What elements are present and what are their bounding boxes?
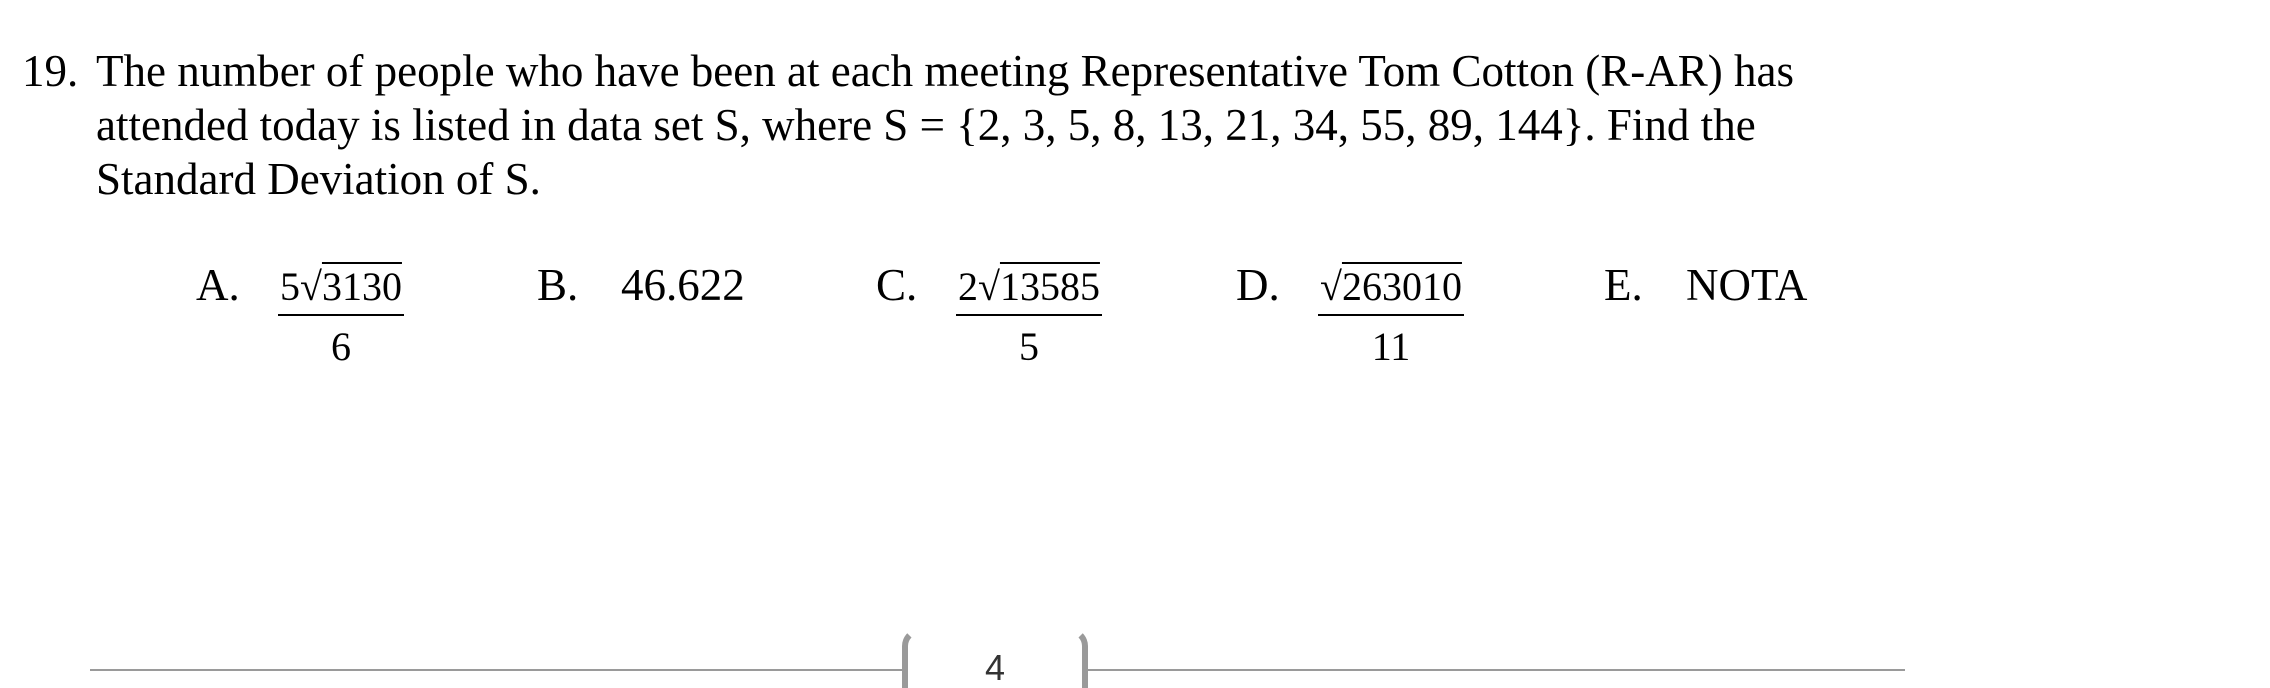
choice-e-letter: E. xyxy=(1604,260,1643,310)
choice-c-coefficient: 2 xyxy=(958,264,978,309)
choice-a-coefficient: 5 xyxy=(280,264,300,309)
choice-c-radicand: 13585 xyxy=(999,264,1100,309)
question-number: 19. xyxy=(22,46,79,96)
choice-c-letter: C. xyxy=(876,260,918,310)
question-text-line-3: Standard Deviation of S. xyxy=(96,154,541,204)
choice-d-denominator: 11 xyxy=(1371,324,1411,369)
choice-b-letter: B. xyxy=(537,260,579,310)
footer-divider-left xyxy=(90,669,905,671)
choice-e-value: NOTA xyxy=(1686,260,1808,310)
choice-d-letter: D. xyxy=(1236,260,1280,310)
square-root-icon: √ xyxy=(1320,264,1342,309)
choice-d-numerator xyxy=(1318,264,1464,316)
choice-a-radicand: 3130 xyxy=(321,264,402,309)
choice-d-radicand: 263010 xyxy=(1341,264,1462,309)
choice-a-fraction xyxy=(278,264,404,372)
question-text-line-2: attended today is listed in data set S, where S = {2, 3, 5, 8, 13, 21, 34, 55, 89, 144}. Find the xyxy=(96,100,1756,150)
question-text xyxy=(96,44,1986,206)
choice-c-denominator: 5 xyxy=(1018,324,1039,369)
choice-a-letter: A. xyxy=(196,260,240,310)
choice-a-denominator: 6 xyxy=(330,324,351,369)
choice-c-fraction xyxy=(956,264,1102,372)
choice-b-value: 46.622 xyxy=(621,260,745,310)
square-root-icon: √ xyxy=(978,264,1000,309)
page-number: 4 xyxy=(984,647,1006,688)
question-text-line-1: The number of people who have been at each meeting Representative Tom Cotton (R-AR) has xyxy=(96,46,1795,96)
choice-a-numerator xyxy=(278,264,404,316)
choice-d-fraction xyxy=(1318,264,1464,372)
square-root-icon: √ xyxy=(300,264,322,309)
choice-c-numerator xyxy=(956,264,1102,316)
footer-divider-right xyxy=(1085,669,1905,671)
